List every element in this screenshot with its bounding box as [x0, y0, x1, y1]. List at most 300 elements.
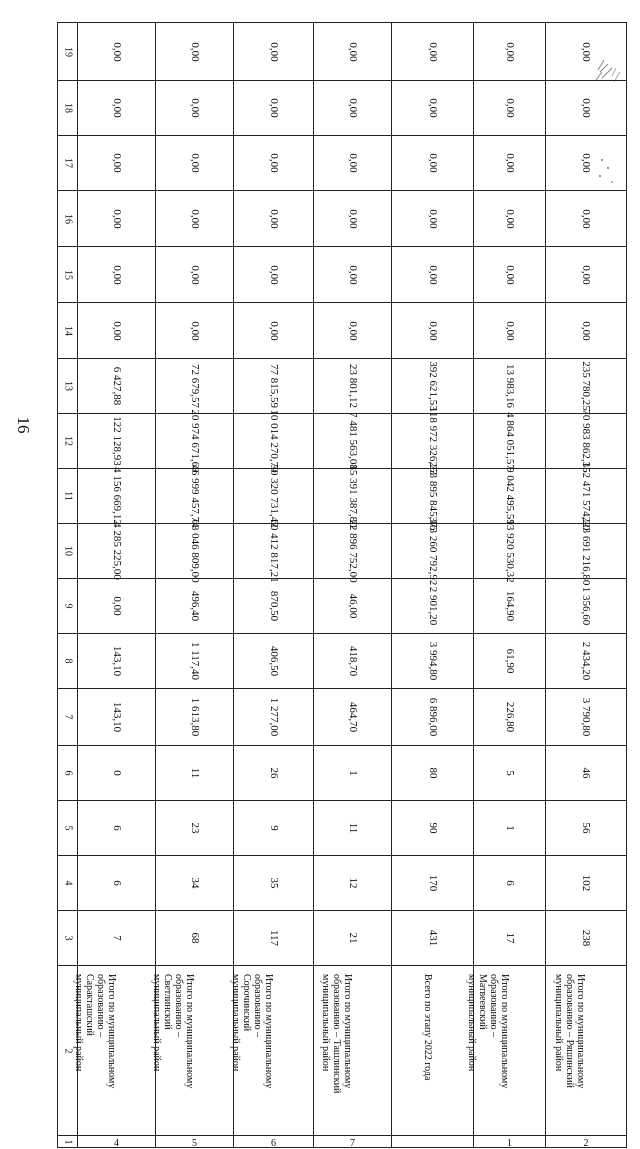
value-cell: [314, 911, 392, 966]
value-cell: [156, 579, 234, 634]
value-cell: [546, 689, 627, 746]
table-row: [58, 191, 627, 247]
cell-value: 4 156 669,12: [110, 467, 123, 525]
cell-value: 235 780,25: [580, 361, 592, 411]
value-cell: [546, 856, 627, 911]
cell-value: 9: [267, 825, 280, 831]
cell-value: 0,00: [426, 264, 439, 285]
table-row: [58, 1136, 627, 1148]
cell-value: 0,00: [580, 98, 592, 118]
value-cell: [392, 579, 474, 634]
column-number: 14: [62, 325, 73, 336]
row-label-line: образованию – Матвеевский: [476, 974, 499, 1038]
cell-value: 0,00: [503, 153, 516, 173]
row-label-line: муниципальный район: [319, 974, 331, 1072]
value-cell: [156, 689, 234, 746]
cell-value: 0,00: [188, 320, 201, 341]
cell-value: 26: [267, 767, 280, 779]
value-cell: [474, 856, 546, 911]
value-cell: [78, 911, 156, 966]
cell-value: 0,00: [503, 320, 516, 341]
value-cell: [234, 81, 314, 136]
value-cell: [392, 634, 474, 689]
cell-value: 0,00: [188, 264, 201, 285]
value-cell: [78, 634, 156, 689]
value-cell: [78, 856, 156, 911]
value-cell: [314, 579, 392, 634]
row-label-line: муниципальный район: [465, 974, 477, 1072]
cell-value: 392 621,53: [426, 361, 439, 411]
value-cell: [392, 516, 474, 586]
table-row: [58, 801, 627, 856]
cell-value: 46: [580, 767, 592, 779]
value-cell: [474, 579, 546, 634]
cell-value: 0,00: [503, 41, 516, 62]
column-number: 5: [62, 825, 73, 831]
cell-value: 406,50: [267, 645, 280, 677]
column-number-cell: [58, 524, 78, 579]
column-number: 7: [62, 714, 73, 720]
cell-value: 164,90: [503, 590, 516, 622]
cell-value: 23: [188, 822, 201, 834]
row-label: [466, 974, 510, 1094]
cell-value: 0,00: [426, 153, 439, 173]
column-number-cell: [58, 414, 78, 469]
column-number: 3: [62, 935, 73, 941]
value-cell: [546, 409, 627, 473]
value-cell: [474, 689, 546, 746]
cell-value: 0,00: [267, 264, 280, 285]
value-cell: [474, 414, 546, 469]
cell-value: 0,00: [267, 98, 280, 118]
row-label-line: Итого по муниципальному: [498, 974, 510, 1089]
cell-value: 170: [426, 874, 439, 892]
row-label-line: Итого по муниципальному: [575, 974, 586, 1089]
cell-value: 0,00: [580, 264, 592, 285]
value-cell: [546, 516, 627, 586]
data-table: [57, 22, 626, 1149]
cell-value: 0,00: [580, 320, 592, 341]
value-cell: [234, 801, 314, 856]
value-cell: [474, 23, 546, 81]
value-cell: [78, 801, 156, 856]
value-cell: [234, 746, 314, 801]
value-cell: [156, 409, 234, 473]
cell-value: 0,00: [267, 320, 280, 341]
value-cell: [156, 634, 234, 689]
column-number: 11: [62, 491, 73, 501]
value-cell: [78, 359, 156, 414]
cell-value: 13 920 530,32: [503, 519, 516, 583]
cell-value: 46 999 457,74: [188, 464, 201, 528]
cell-value: 0,00: [110, 320, 123, 341]
column-number: 4: [62, 880, 73, 886]
value-cell: [314, 414, 392, 469]
cell-value: 50 320 731,42: [267, 464, 280, 528]
cell-value: 0,00: [188, 208, 201, 229]
cell-value: 6 427,88: [110, 366, 123, 406]
value-cell: [474, 81, 546, 136]
row-label-cell: [314, 966, 392, 1136]
column-number: 17: [62, 158, 73, 168]
value-cell: [314, 464, 392, 528]
table-row: [58, 856, 627, 911]
value-cell: [546, 359, 627, 414]
value-cell: [156, 359, 234, 414]
column-number: 19: [62, 46, 73, 57]
cell-value: 122 128,93: [110, 416, 123, 466]
value-cell: [78, 469, 156, 524]
column-number-cell: [58, 856, 78, 911]
cell-value: 34: [188, 877, 201, 889]
value-cell: [156, 136, 234, 191]
value-cell: [314, 81, 392, 136]
value-cell: [156, 247, 234, 303]
row-label-cell: [465, 966, 546, 1136]
cell-value: 2 434,20: [580, 641, 592, 681]
row-label-cell: [229, 966, 314, 1136]
cell-value: 4 864 051,57: [503, 412, 516, 470]
table-row: [58, 359, 627, 414]
row-label-line: Итого по муниципальному: [183, 974, 195, 1089]
column-number: 1: [62, 1139, 73, 1144]
row-label-line: муниципальный район: [72, 974, 84, 1072]
cell-value: 68: [188, 932, 201, 944]
column-number-cell: [58, 81, 78, 136]
value-cell: [474, 911, 546, 966]
row-index-cell: [546, 1136, 627, 1148]
cell-value: 870,50: [267, 590, 280, 622]
value-cell: [392, 856, 474, 911]
cell-value: 21: [346, 932, 359, 944]
value-cell: [392, 247, 474, 303]
cell-value: 9 042 495,59: [503, 467, 516, 525]
cell-value: 0,00: [188, 153, 201, 173]
column-number-cell: [58, 191, 78, 247]
row-index-cell: [314, 1136, 392, 1148]
cell-value: 102: [580, 874, 592, 892]
row-label: [422, 974, 433, 1094]
value-cell: [78, 524, 156, 579]
row-index-cell: [234, 1136, 314, 1148]
cell-value: 0,00: [503, 208, 516, 229]
row-label-line: образованию – Саракташский: [83, 974, 106, 1038]
cell-value: 0,00: [346, 264, 359, 285]
value-cell: [234, 911, 314, 966]
row-label-cell: [150, 966, 234, 1136]
value-cell: [392, 359, 474, 414]
column-number: 8: [62, 658, 73, 664]
value-cell: [474, 303, 546, 359]
value-cell: [314, 801, 392, 856]
cell-value: 46,00: [346, 593, 359, 619]
row-label: [553, 974, 586, 1094]
value-cell: [156, 911, 234, 966]
column-number: 2: [62, 1048, 73, 1053]
value-cell: [234, 247, 314, 303]
row-index-cell: [156, 1136, 234, 1148]
cell-value: 0,00: [580, 208, 592, 229]
table-row: [58, 746, 627, 801]
row-index-cell: [474, 1136, 546, 1148]
cell-value: 13 983,16: [503, 364, 516, 408]
value-cell: [156, 746, 234, 801]
value-cell: [546, 579, 627, 634]
cell-value: 1 356,60: [580, 586, 592, 626]
value-cell: [156, 23, 234, 81]
cell-value: 1: [346, 770, 359, 776]
column-number-cell: [58, 359, 78, 414]
cell-value: 56: [580, 822, 592, 834]
column-number-cell: [58, 303, 78, 359]
cell-value: 6: [110, 880, 123, 886]
row-index-cell: [78, 1136, 156, 1148]
cell-value: 226,80: [503, 701, 516, 733]
column-number-cell: [58, 746, 78, 801]
cell-value: 0,00: [346, 208, 359, 229]
row-label: [73, 974, 117, 1094]
value-cell: [546, 81, 627, 136]
cell-value: 17: [503, 932, 516, 944]
column-number-cell: [58, 1136, 78, 1148]
cell-value: 0,00: [503, 264, 516, 285]
cell-value: 373 260 792,92: [426, 516, 439, 586]
cell-value: 3 994,80: [426, 641, 439, 681]
value-cell: [392, 81, 474, 136]
column-number-cell: [58, 23, 78, 81]
cell-value: 117: [267, 929, 280, 947]
row-index: 6: [271, 1138, 276, 1149]
value-cell: [314, 23, 392, 81]
value-cell: [156, 801, 234, 856]
row-label-line: муниципальный район: [150, 974, 162, 1072]
cell-value: 7: [110, 935, 123, 941]
cell-value: 464,70: [346, 701, 359, 733]
value-cell: [234, 409, 314, 473]
column-number-cell: [58, 911, 78, 966]
value-cell: [392, 911, 474, 966]
cell-value: 61,90: [503, 648, 516, 674]
value-cell: [78, 81, 156, 136]
value-cell: [314, 191, 392, 247]
row-label: [320, 974, 353, 1094]
value-cell: [474, 634, 546, 689]
value-cell: [234, 359, 314, 414]
value-cell: [156, 191, 234, 247]
value-cell: [78, 247, 156, 303]
column-number-cell: [58, 469, 78, 524]
row-label-line: Итого по муниципальному: [105, 974, 117, 1089]
cell-value: 5: [503, 770, 516, 776]
column-number-cell: [58, 579, 78, 634]
cell-value: 23 801,12: [346, 364, 359, 408]
row-label-cell: [72, 966, 156, 1136]
cell-value: 0,00: [426, 41, 439, 62]
table-row: [58, 634, 627, 689]
value-cell: [314, 519, 392, 583]
cell-value: 70 983 862,35: [580, 409, 592, 473]
value-cell: [78, 303, 156, 359]
value-cell: [546, 191, 627, 247]
column-number: 10: [62, 546, 73, 556]
cell-value: 20 974 671,69: [188, 409, 201, 473]
table-row: [58, 136, 627, 191]
cell-value: 1 277,00: [267, 697, 280, 737]
cell-value: 2 901,20: [426, 586, 439, 626]
cell-value: 15 391 387,80: [346, 464, 359, 528]
row-label-line: образованию – Светлинский: [161, 974, 184, 1038]
value-cell: [156, 81, 234, 136]
cell-value: 80: [426, 767, 439, 779]
value-cell: [234, 519, 314, 583]
column-number-cell: [58, 689, 78, 746]
row-label: [151, 974, 195, 1094]
cell-value: 0,00: [346, 41, 359, 62]
column-number-cell: [58, 247, 78, 303]
value-cell: [546, 746, 627, 801]
cell-value: 77 815,59: [267, 364, 280, 408]
row-index: 2: [583, 1138, 589, 1149]
value-cell: [78, 191, 156, 247]
value-cell: [392, 191, 474, 247]
row-label-line: муниципальный район: [553, 974, 564, 1072]
table-row: [58, 911, 627, 966]
row-label: [230, 974, 274, 1094]
value-cell: [314, 136, 392, 191]
column-number-cell: [58, 634, 78, 689]
cell-value: 7 481 563,08: [346, 412, 359, 470]
value-cell: [234, 634, 314, 689]
cell-value: 11: [346, 822, 359, 834]
row-label-cell: [546, 966, 627, 1136]
cell-value: 0,00: [110, 41, 123, 62]
value-cell: [546, 634, 627, 689]
value-cell: [474, 469, 546, 524]
table-row: [58, 81, 627, 136]
cell-value: 143,10: [110, 701, 123, 733]
value-cell: [156, 464, 234, 528]
table-row: [58, 579, 627, 634]
table-row: [58, 414, 627, 469]
cell-value: 6: [503, 880, 516, 886]
value-cell: [234, 464, 314, 528]
value-cell: [234, 191, 314, 247]
value-cell: [314, 856, 392, 911]
row-label-line: Всего по этапу 2022 года: [421, 974, 433, 1081]
cell-value: 0,00: [110, 596, 123, 616]
cell-value: 0: [110, 770, 123, 776]
row-label-line: образованию – Ташлинский: [330, 974, 342, 1094]
table-row: [58, 524, 627, 579]
table-row: [58, 966, 627, 1136]
table-row: [58, 247, 627, 303]
column-number: 15: [62, 269, 73, 280]
table-row: [58, 689, 627, 746]
cell-value: 0,00: [188, 41, 201, 62]
cell-value: 0,00: [580, 153, 592, 173]
cell-value: 6 896,00: [426, 697, 439, 737]
column-number: 18: [62, 103, 73, 113]
cell-value: 223 691 216,80: [580, 516, 592, 586]
value-cell: [474, 359, 546, 414]
value-cell: [392, 303, 474, 359]
value-cell: [78, 414, 156, 469]
cell-value: 72 679,57: [188, 364, 201, 408]
cell-value: 0,00: [426, 208, 439, 229]
cell-value: 90: [426, 822, 439, 834]
value-cell: [546, 801, 627, 856]
value-cell: [314, 746, 392, 801]
cell-value: 152 471 574,20: [580, 461, 592, 531]
value-cell: [234, 136, 314, 191]
table-row: [58, 303, 627, 359]
value-cell: [546, 23, 627, 81]
value-cell: [392, 461, 474, 531]
cell-value: 3 790,80: [580, 697, 592, 737]
cell-value: 68 046 809,00: [188, 519, 201, 583]
value-cell: [78, 23, 156, 81]
cell-value: 143,10: [110, 645, 123, 677]
row-label-line: образованию – Сорочинский: [240, 974, 263, 1038]
row-label-cell: [392, 966, 474, 1136]
value-cell: [474, 519, 546, 583]
row-index-cell: [392, 1136, 474, 1148]
cell-value: 253 895 845,16: [426, 461, 439, 531]
cell-value: 0,00: [188, 98, 201, 118]
row-index: 5: [192, 1138, 197, 1149]
value-cell: [314, 634, 392, 689]
cell-value: 0,00: [110, 98, 123, 118]
cell-value: 4 285 225,00: [110, 522, 123, 580]
value-cell: [234, 856, 314, 911]
cell-value: 238: [580, 929, 592, 947]
cell-value: 60 412 817,21: [267, 519, 280, 583]
value-cell: [234, 303, 314, 359]
column-number: 13: [62, 381, 73, 391]
value-cell: [392, 746, 474, 801]
value-cell: [546, 911, 627, 966]
cell-value: 0,00: [110, 208, 123, 229]
value-cell: [234, 579, 314, 634]
cell-value: 0,00: [346, 320, 359, 341]
table-row: [58, 23, 627, 81]
value-cell: [392, 406, 474, 476]
cell-value: 0,00: [267, 41, 280, 62]
value-cell: [78, 579, 156, 634]
row-label-line: Итого по муниципальному: [262, 974, 274, 1089]
cell-value: 496,40: [188, 590, 201, 622]
value-cell: [156, 519, 234, 583]
cell-value: 6: [110, 825, 123, 831]
cell-value: 0,00: [426, 98, 439, 118]
table-row: [58, 469, 627, 524]
value-cell: [314, 247, 392, 303]
row-label-line: Итого по муниципальному: [341, 974, 353, 1089]
table-body: [58, 23, 627, 1148]
cell-value: 0,00: [346, 153, 359, 173]
value-cell: [78, 689, 156, 746]
value-cell: [392, 689, 474, 746]
value-cell: [156, 856, 234, 911]
row-index: 1: [507, 1138, 512, 1149]
cell-value: 431: [426, 929, 439, 947]
cell-value: 11: [188, 767, 201, 779]
value-cell: [78, 746, 156, 801]
value-cell: [234, 689, 314, 746]
cell-value: 0,00: [426, 320, 439, 341]
cell-value: 0,00: [346, 98, 359, 118]
value-cell: [546, 136, 627, 191]
